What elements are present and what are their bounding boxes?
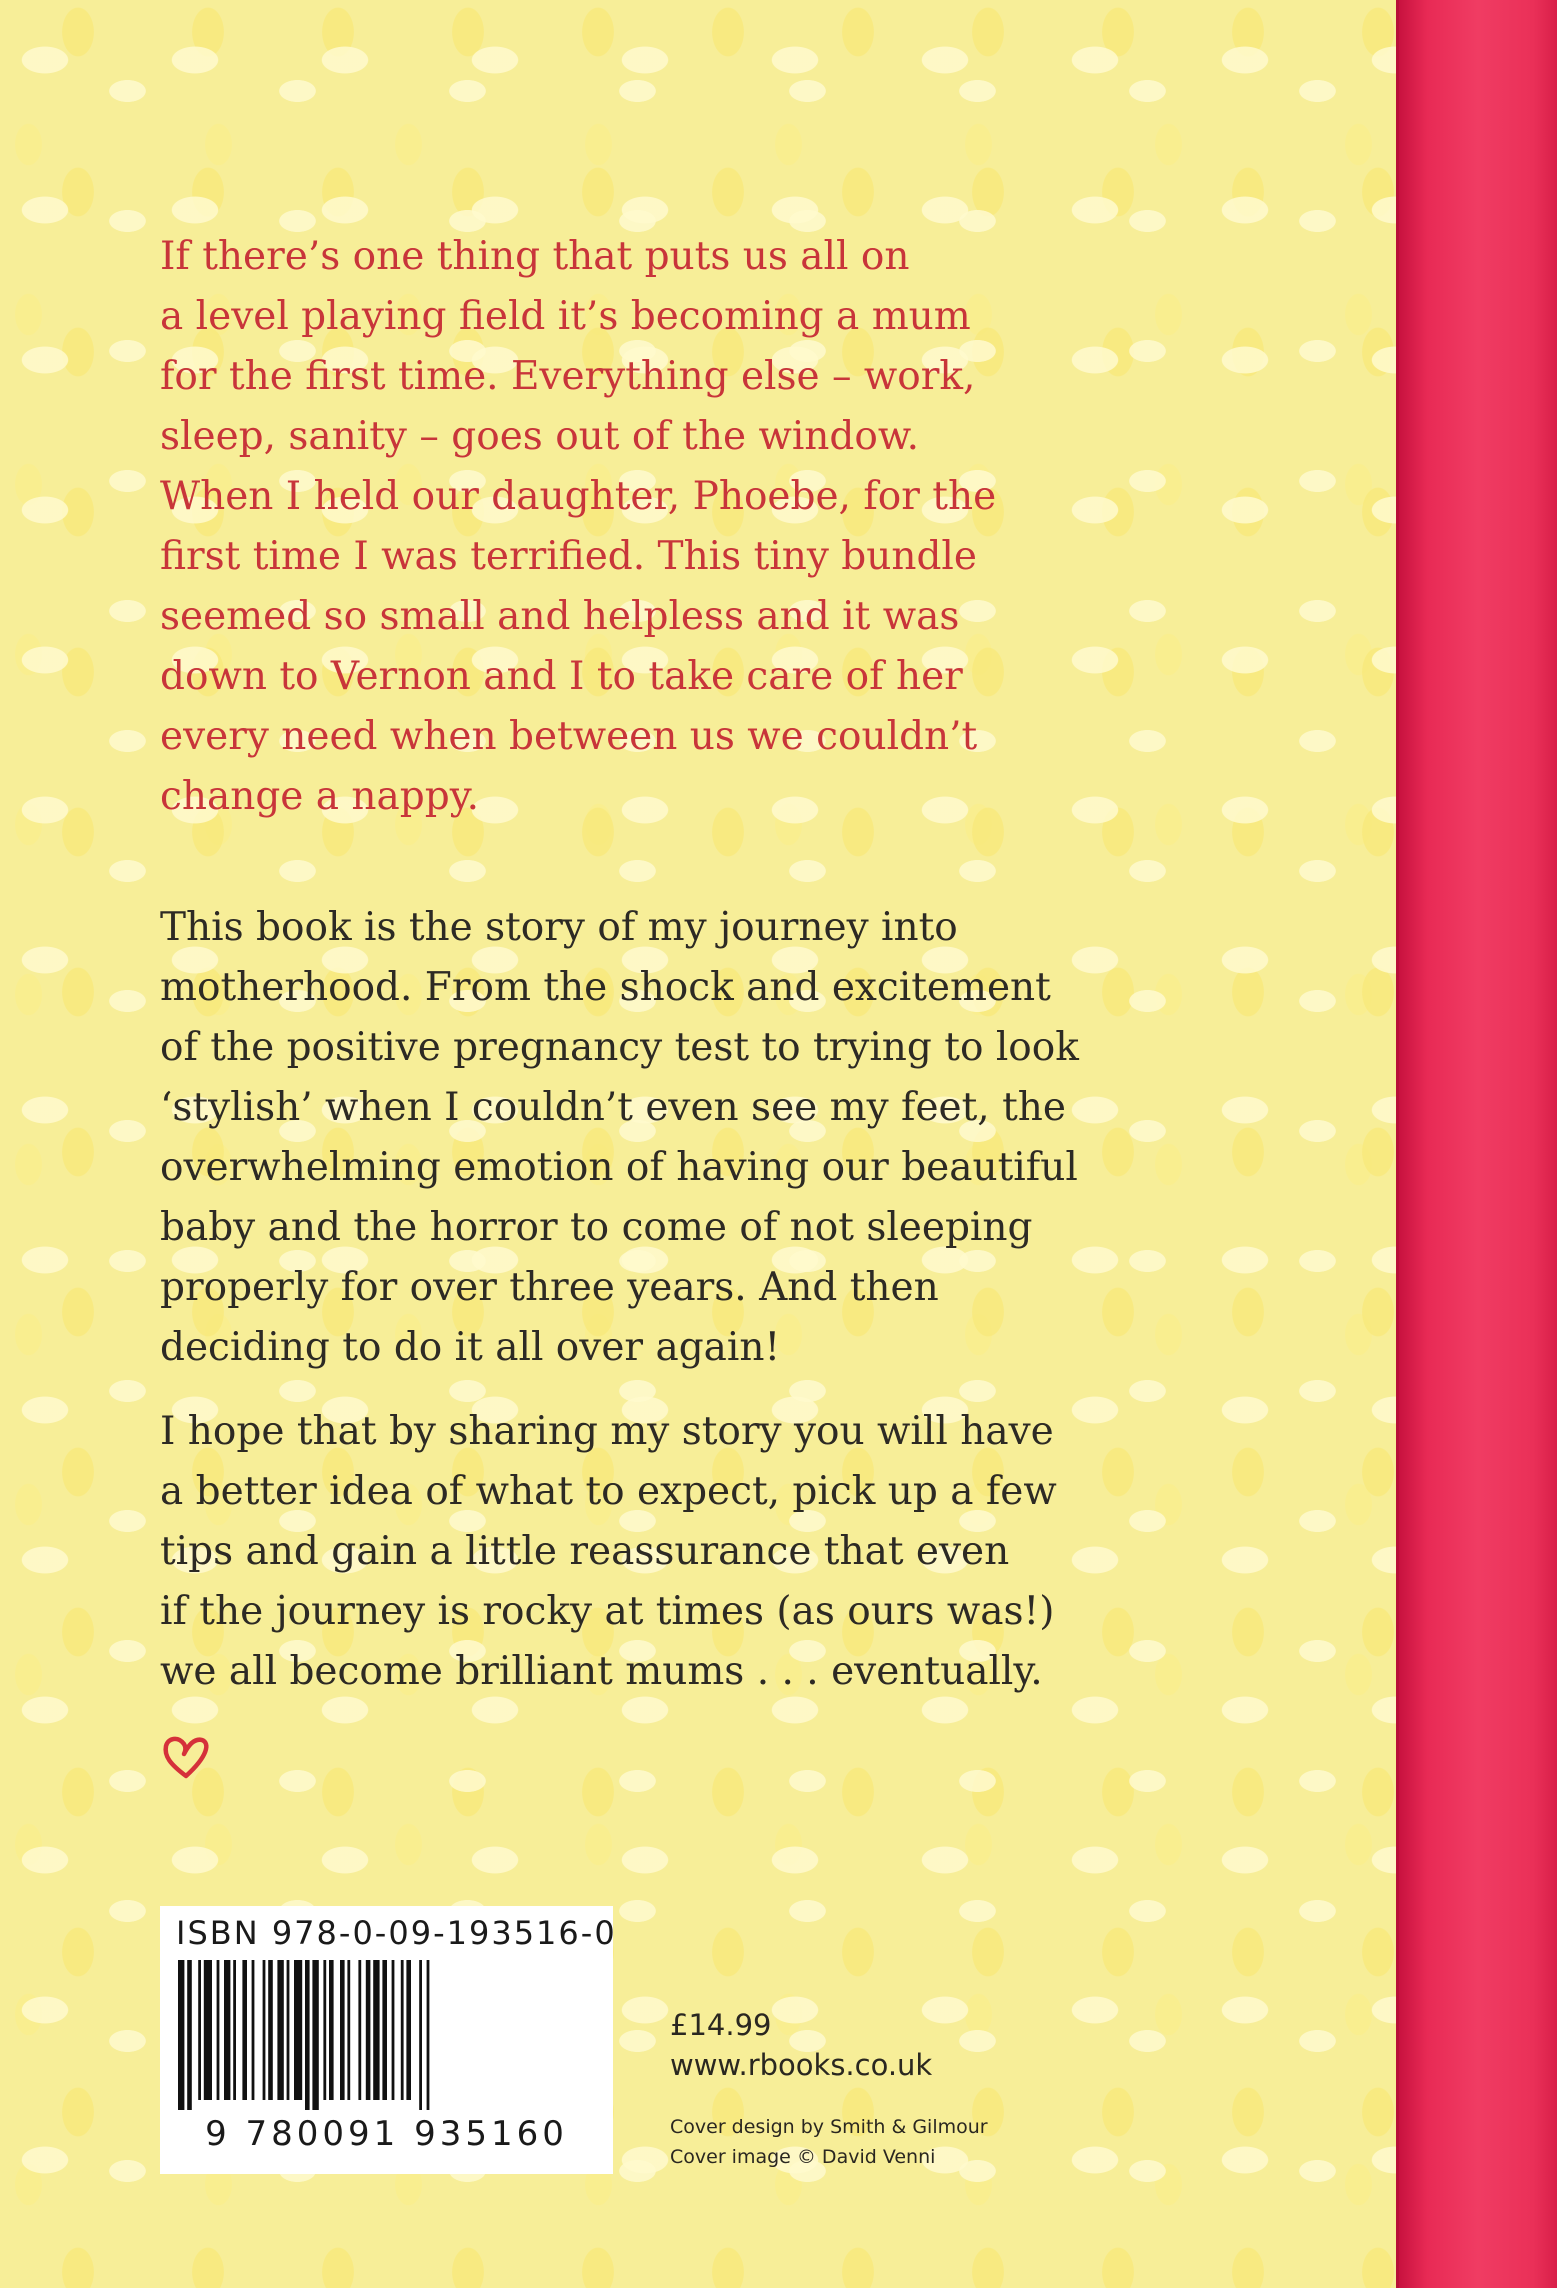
- blurb-line: baby and the horror to come of not sleeping: [160, 1205, 1033, 1250]
- isbn-label: ISBN 978-0-09-193516-0: [176, 1914, 617, 1952]
- blurb-line: deciding to do it all over again!: [160, 1325, 781, 1370]
- barcode-bar: [204, 1960, 212, 2100]
- cover-design-credit: Cover design by Smith & Gilmour: [670, 2116, 988, 2138]
- barcode-panel: [160, 1906, 617, 2174]
- barcode-bar: [217, 1960, 220, 2100]
- barcode-bar: [427, 1960, 430, 2110]
- blurb-line: down to Vernon and I to take care of her: [160, 654, 963, 699]
- barcode-digits: 9 780091 935160: [205, 2114, 568, 2154]
- barcode-bar: [347, 1960, 350, 2100]
- publisher-website: www.rbooks.co.uk: [670, 2048, 933, 2082]
- barcode-bar: [358, 1960, 361, 2100]
- blurb-line: first time I was terrified. This tiny bundle: [160, 534, 977, 579]
- cover-credits: [670, 2112, 988, 2172]
- barcode-bar: [294, 1960, 302, 2100]
- blurb-line: for the first time. Everything else – work,: [160, 354, 976, 399]
- barcode-bar: [268, 1960, 273, 2100]
- blurb-line: tips and gain a little reassurance that even: [160, 1529, 1010, 1574]
- blurb-line: of the positive pregnancy test to trying to look: [160, 1025, 1079, 1070]
- blurb-line: If there’s one thing that puts us all on: [160, 234, 910, 279]
- blurb-line: motherhood. From the shock and excitement: [160, 965, 1051, 1010]
- blurb-line: I hope that by sharing my story you will have: [160, 1409, 1054, 1454]
- blurb-line: if the journey is rocky at times (as ours was!): [160, 1589, 1055, 1634]
- barcode-bar: [198, 1960, 201, 2100]
- blurb-line: change a nappy.: [160, 774, 479, 819]
- blurb-line: This book is the story of my journey into: [160, 905, 958, 950]
- barcode-bar: [323, 1960, 326, 2100]
- blurb-line: ‘stylish’ when I couldn’t even see my feet, the: [160, 1085, 1066, 1130]
- barcode-bar: [373, 1960, 379, 2100]
- barcode-icon: [178, 1960, 596, 2110]
- barcode-bar: [242, 1960, 247, 2100]
- barcode-bar: [340, 1960, 345, 2100]
- blurb-line: every need when between us we couldn’t: [160, 714, 978, 759]
- cover-image-credit: Cover image © David Venni: [670, 2146, 936, 2168]
- blurb-line: we all become brilliant mums . . . eventually.: [160, 1649, 1043, 1694]
- blurb-paragraph-story: [160, 898, 1160, 1378]
- heart-logo-icon: [160, 1732, 212, 1780]
- barcode-bar: [252, 1960, 255, 2100]
- price: £14.99: [670, 2008, 772, 2042]
- barcode-bar: [233, 1960, 236, 2100]
- blurb-paragraph-hope: [160, 1402, 1160, 1702]
- blurb-line: a level playing field it’s becoming a mum: [160, 294, 971, 339]
- barcode-bar: [392, 1960, 395, 2100]
- barcode-bar: [224, 1960, 230, 2100]
- barcode-bar: [287, 1960, 290, 2100]
- barcode-bar: [329, 1960, 334, 2100]
- blurb-line: properly for over three years. And then: [160, 1265, 939, 1310]
- barcode-bar: [187, 1960, 192, 2110]
- price-block: [670, 2005, 932, 2085]
- blurb-line: sleep, sanity – goes out of the window.: [160, 414, 920, 459]
- barcode-bar: [312, 1960, 318, 2110]
- blurb-line: When I held our daughter, Phoebe, for the: [160, 474, 997, 519]
- barcode-bar: [382, 1960, 387, 2100]
- barcode-bar: [277, 1960, 283, 2100]
- barcode-bar: [305, 1960, 310, 2110]
- blurb-line: seemed so small and helpless and it was: [160, 594, 960, 639]
- barcode-bar: [401, 1960, 404, 2100]
- barcode-bar: [178, 1960, 184, 2110]
- blurb-line: overwhelming emotion of having our beautiful: [160, 1145, 1078, 1190]
- barcode-bar: [366, 1960, 371, 2100]
- blurb-intro-red: [160, 227, 1160, 827]
- book-spine: [1396, 0, 1557, 2288]
- barcode-bar: [419, 1960, 422, 2110]
- barcode-bar: [263, 1960, 266, 2100]
- barcode-bar: [406, 1960, 411, 2100]
- blurb-line: a better idea of what to expect, pick up a few: [160, 1469, 1057, 1514]
